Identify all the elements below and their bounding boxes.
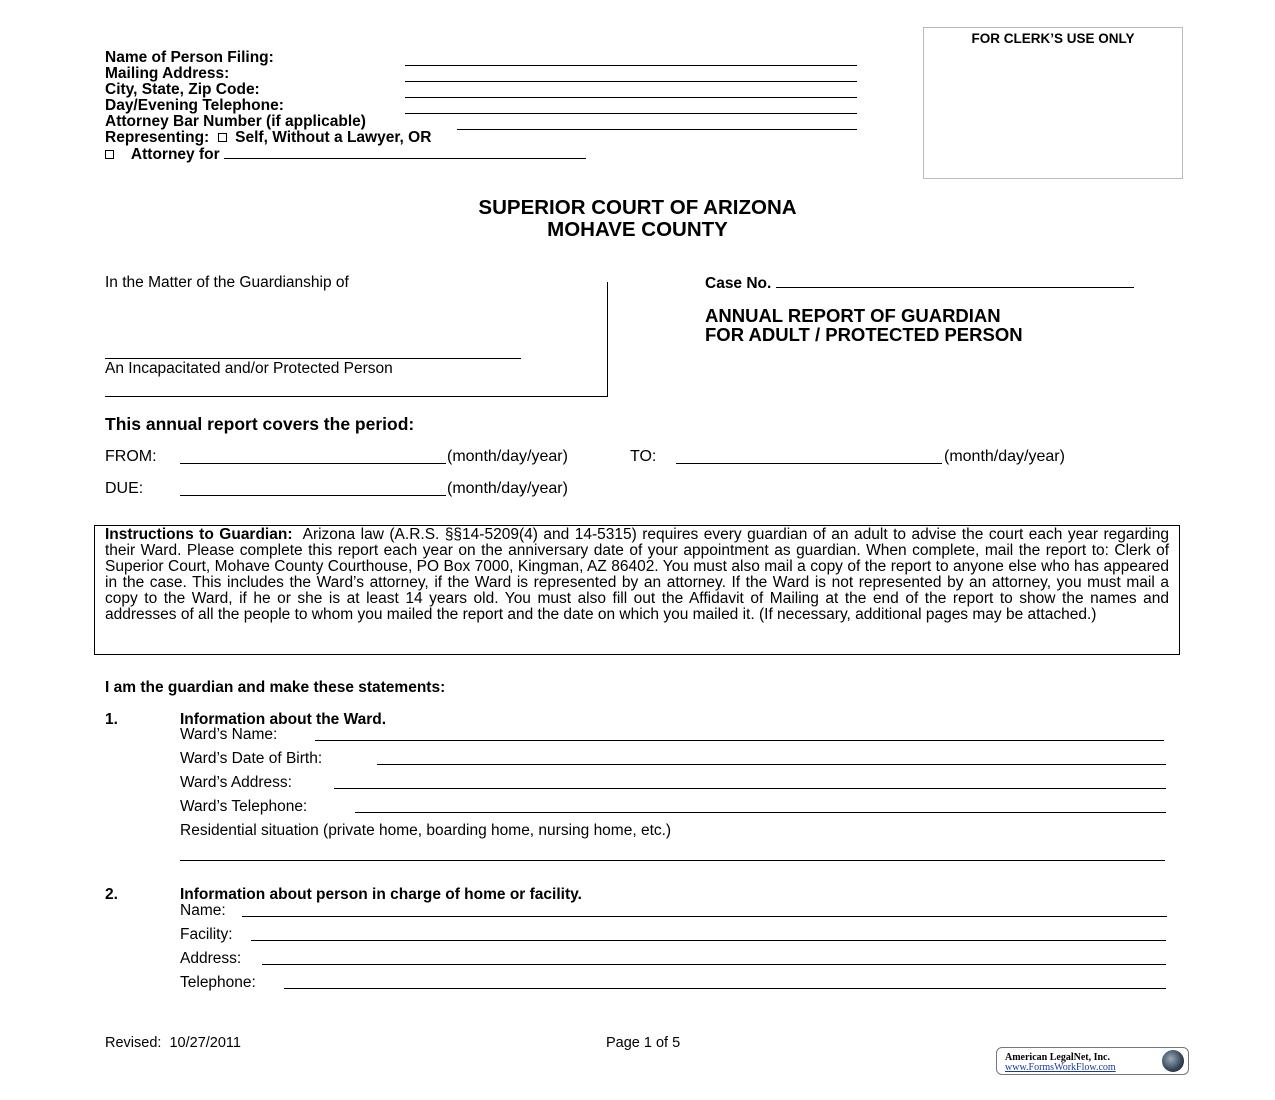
residential-situation-label: Residential situation (private home, boarding home, nursing home, etc.) [180, 822, 672, 839]
instructions-body: Arizona law (A.R.S. §§14-5209(4) and 14-5315) requires every guardian of an adult to advise the court each year regarding their Ward. Please complete this report each year on the anniversary date of your appointment as guardian. When complete, mail the report to: Clerk of Superior Court, Mohave County Courthouse, PO Box 7000, Kingman, AZ 86402. You must also mail a copy of the report to anyone else who has appeared in the case. This includes the Ward’s attorney, if the Ward is represented by an attorney. If the Ward is not represented by an attorney, you must mail a copy to the Ward, if he or she is at least 14 years old. You must also fill out the Affidavit of Mailing at the end of the report to show the names and addresses of all the people to whom you mailed the report and the date on which you mailed it. (If necessary, additional pages may be attached.) [105, 526, 1169, 624]
revised-label: Revised: [105, 1035, 162, 1051]
attorney-for-label: Attorney for [130, 146, 220, 163]
section2-number: 2. [105, 886, 118, 903]
caption-divider-vertical [607, 282, 608, 397]
facility-telephone-label: Telephone: [180, 974, 256, 991]
document-title [705, 306, 1023, 344]
self-checkbox[interactable] [218, 133, 227, 142]
document-title-line2: FOR ADULT / PROTECTED PERSON [705, 324, 1023, 345]
clerk-box-title: FOR CLERK’S USE ONLY [971, 31, 1135, 46]
period-heading: This annual report covers the period: [105, 414, 415, 434]
clerk-use-box [923, 27, 1183, 179]
facility-person-name-field[interactable] [242, 916, 1167, 917]
american-legalnet-logo[interactable] [996, 1047, 1189, 1075]
facility-person-name-label: Name: [180, 902, 226, 919]
ward-dob-field[interactable] [377, 764, 1166, 765]
revised-line [105, 1035, 241, 1051]
globe-icon [1162, 1050, 1184, 1072]
revised-date: 10/27/2011 [169, 1035, 241, 1051]
from-date-format: (month/day/year) [447, 448, 568, 465]
ward-name-field[interactable] [315, 740, 1164, 741]
city-state-zip-label: City, State, Zip Code: [105, 81, 260, 98]
instructions-heading: Instructions to Guardian: [105, 526, 293, 543]
attorney-checkbox[interactable] [105, 150, 114, 159]
self-option-label: Self, Without a Lawyer, OR [235, 129, 432, 146]
facility-address-label: Address: [180, 950, 242, 967]
filer-name-field[interactable] [405, 53, 857, 66]
matter-label: In the Matter of the Guardianship of [105, 274, 349, 291]
ward-telephone-field[interactable] [355, 812, 1166, 813]
due-label: DUE: [105, 480, 144, 497]
court-name: SUPERIOR COURT OF ARIZONA [478, 196, 797, 219]
instructions-box [94, 525, 1180, 655]
ward-address-label: Ward’s Address: [180, 774, 292, 791]
ward-type-label: An Incapacitated and/or Protected Person [105, 360, 393, 377]
page-number: Page 1 of 5 [606, 1035, 681, 1051]
city-state-zip-field[interactable] [405, 85, 857, 98]
to-label: TO: [630, 448, 657, 465]
mailing-address-field[interactable] [405, 69, 857, 82]
section1-number: 1. [105, 711, 118, 728]
statements-heading: I am the guardian and make these statements: [105, 679, 446, 696]
facility-telephone-field[interactable] [284, 988, 1166, 989]
logo-url-link[interactable]: www.FormsWorkFlow.com [1005, 1062, 1116, 1073]
section1-title: Information about the Ward. [180, 711, 387, 728]
document-title-line1: ANNUAL REPORT OF GUARDIAN [705, 305, 1001, 326]
ward-dob-label: Ward’s Date of Birth: [180, 750, 323, 767]
due-date-format: (month/day/year) [447, 480, 568, 497]
residential-situation-field[interactable] [180, 860, 1165, 861]
facility-label: Facility: [180, 926, 233, 943]
to-date-format: (month/day/year) [944, 448, 1065, 465]
court-heading [0, 197, 1275, 241]
representing-label: Representing: [105, 129, 210, 146]
telephone-field[interactable] [405, 101, 857, 114]
ward-telephone-label: Ward’s Telephone: [180, 798, 308, 815]
mailing-address-label: Mailing Address: [105, 65, 230, 82]
from-date-field[interactable] [180, 463, 446, 464]
caption-divider-horizontal [105, 396, 608, 397]
facility-field[interactable] [251, 940, 1166, 941]
to-date-field[interactable] [676, 463, 942, 464]
bar-number-field[interactable] [457, 117, 857, 130]
county-name: MOHAVE COUNTY [547, 218, 728, 241]
case-no-label: Case No. [705, 275, 772, 292]
attorney-for-field[interactable] [224, 146, 586, 159]
telephone-label: Day/Evening Telephone: [105, 97, 284, 114]
logo-company-name: American LegalNet, Inc. [1005, 1052, 1110, 1063]
due-date-field[interactable] [180, 495, 446, 496]
from-label: FROM: [105, 448, 157, 465]
ward-name-caption-field[interactable] [105, 358, 521, 359]
case-no-field[interactable] [776, 275, 1134, 288]
ward-name-label: Ward’s Name: [180, 726, 278, 743]
section2-title: Information about person in charge of home or facility. [180, 886, 582, 903]
bar-number-label: Attorney Bar Number (if applicable) [105, 113, 366, 130]
facility-address-field[interactable] [262, 964, 1166, 965]
ward-address-field[interactable] [334, 788, 1166, 789]
filer-name-label: Name of Person Filing: [105, 49, 274, 66]
